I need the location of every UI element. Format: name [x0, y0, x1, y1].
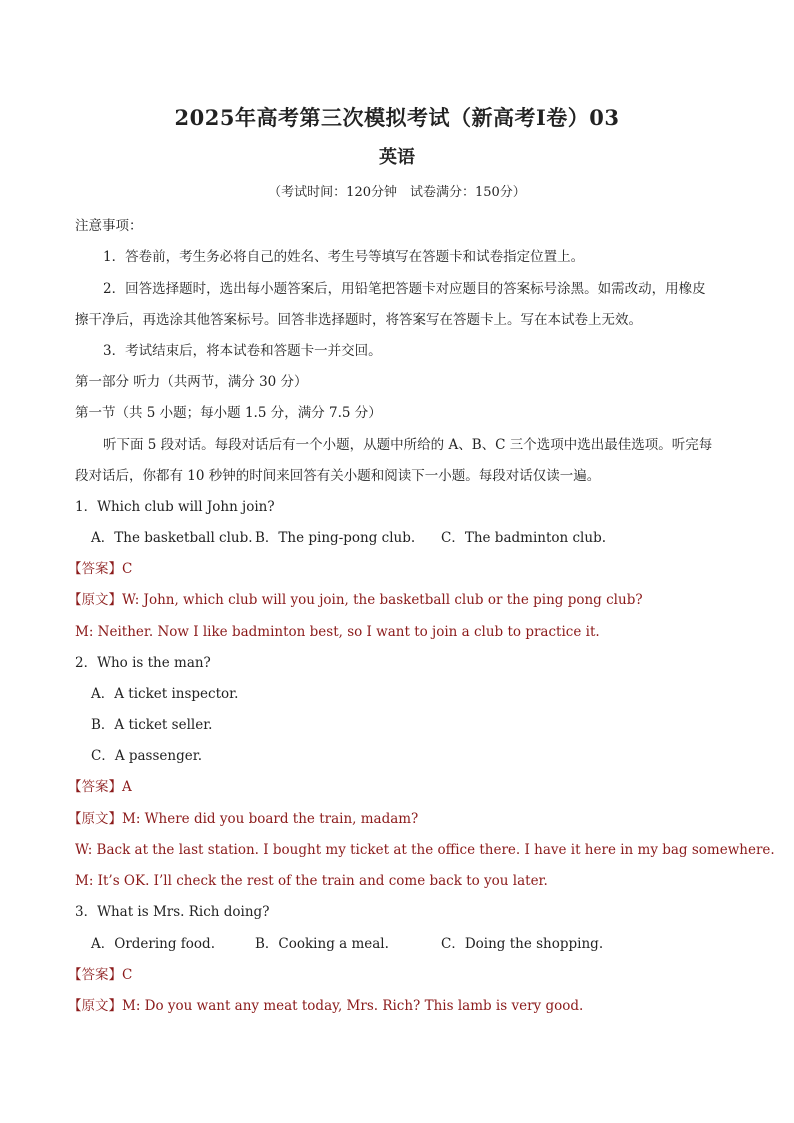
answer-value: C — [122, 561, 133, 577]
question-2-transcript-1 — [68, 810, 418, 828]
question-1-transcript-2: M: Neither. Now I like badminton best, so I want to join a club to practice it. — [75, 624, 600, 640]
question-1-transcript-1 — [68, 591, 643, 609]
transcript-text: M: Where did you board the train, madam? — [122, 811, 419, 827]
question-2-option-a: A．A ticket inspector. — [91, 686, 239, 702]
page-title: 2025年高考第三次模拟考试（新高考Ⅰ卷）03 — [174, 105, 620, 130]
question-2-answer — [68, 778, 132, 796]
question-1-stem: 1．Which club will John join? — [75, 499, 275, 515]
question-3-answer — [68, 966, 132, 984]
question-2-option-b: B．A ticket seller. — [91, 717, 213, 733]
transcript-text: W: John, which club will you join, the basketball club or the ping pong club? — [122, 592, 643, 608]
question-1-option-c: C．The badminton club. — [441, 530, 606, 546]
question-2-stem: 2．Who is the man? — [75, 655, 211, 671]
instructions-line-2: 段对话后，你都有 10 秒钟的时间来回答有关小题和阅读下一小题。每段对话仅读一遍。 — [75, 468, 601, 484]
note-1: 1．答卷前，考生务必将自己的姓名、考生号等填写在答题卡和试卷指定位置上。 — [103, 249, 585, 265]
transcript-tag: 【原文】 — [68, 811, 122, 827]
question-3-option-a: A．Ordering food. — [91, 936, 215, 952]
answer-tag: 【答案】 — [68, 967, 122, 983]
transcript-tag: 【原文】 — [68, 592, 122, 608]
question-3-stem: 3．What is Mrs. Rich doing? — [75, 904, 270, 920]
part-1-heading: 第一部分 听力（共两节，满分 30 分） — [75, 374, 308, 390]
note-3: 3．考试结束后，将本试卷和答题卡一并交回。 — [103, 343, 382, 359]
question-1-option-a: A．The basketball club. — [91, 530, 253, 546]
answer-value: C — [122, 967, 133, 983]
note-2-line-1: 2．回答选择题时，选出每小题答案后，用铅笔把答题卡对应题目的答案标号涂黑。如需改动，用橡皮 — [103, 281, 706, 297]
question-1-answer — [68, 560, 132, 578]
question-2-option-c: C．A passenger. — [91, 748, 202, 764]
subject-title: 英语 — [379, 147, 415, 168]
answer-tag: 【答案】 — [68, 561, 122, 577]
question-3-option-c: C．Doing the shopping. — [441, 936, 604, 952]
question-2-transcript-3: M: It’s OK. I’ll check the rest of the train and come back to you later. — [75, 873, 548, 889]
transcript-tag: 【原文】 — [68, 998, 122, 1014]
question-3-transcript-1 — [68, 997, 583, 1015]
transcript-text: M: Do you want any meat today, Mrs. Rich? This lamb is very good. — [122, 998, 584, 1014]
section-1-heading: 第一节（共 5 小题；每小题 1.5 分，满分 7.5 分） — [75, 405, 382, 421]
question-2-transcript-2: W: Back at the last station. I bought my ticket at the office there. I have it here in my bag somewhere. — [75, 842, 775, 858]
question-3-option-b: B．Cooking a meal. — [255, 936, 389, 952]
instructions-line-1: 听下面 5 段对话。每段对话后有一个小题，从题中所给的 A、B、C 三个选项中选出最佳选项。听完每 — [103, 437, 713, 453]
note-2-line-2: 擦干净后，再选涂其他答案标号。回答非选择题时，将答案写在答题卡上。写在本试卷上无效。 — [75, 312, 642, 328]
answer-tag: 【答案】 — [68, 779, 122, 795]
question-1-option-b: B．The ping-pong club. — [255, 530, 416, 546]
exam-info: （考试时间：120分钟 试卷满分：150分） — [268, 185, 526, 200]
notes-heading: 注意事项： — [75, 218, 143, 234]
answer-value: A — [122, 779, 132, 795]
